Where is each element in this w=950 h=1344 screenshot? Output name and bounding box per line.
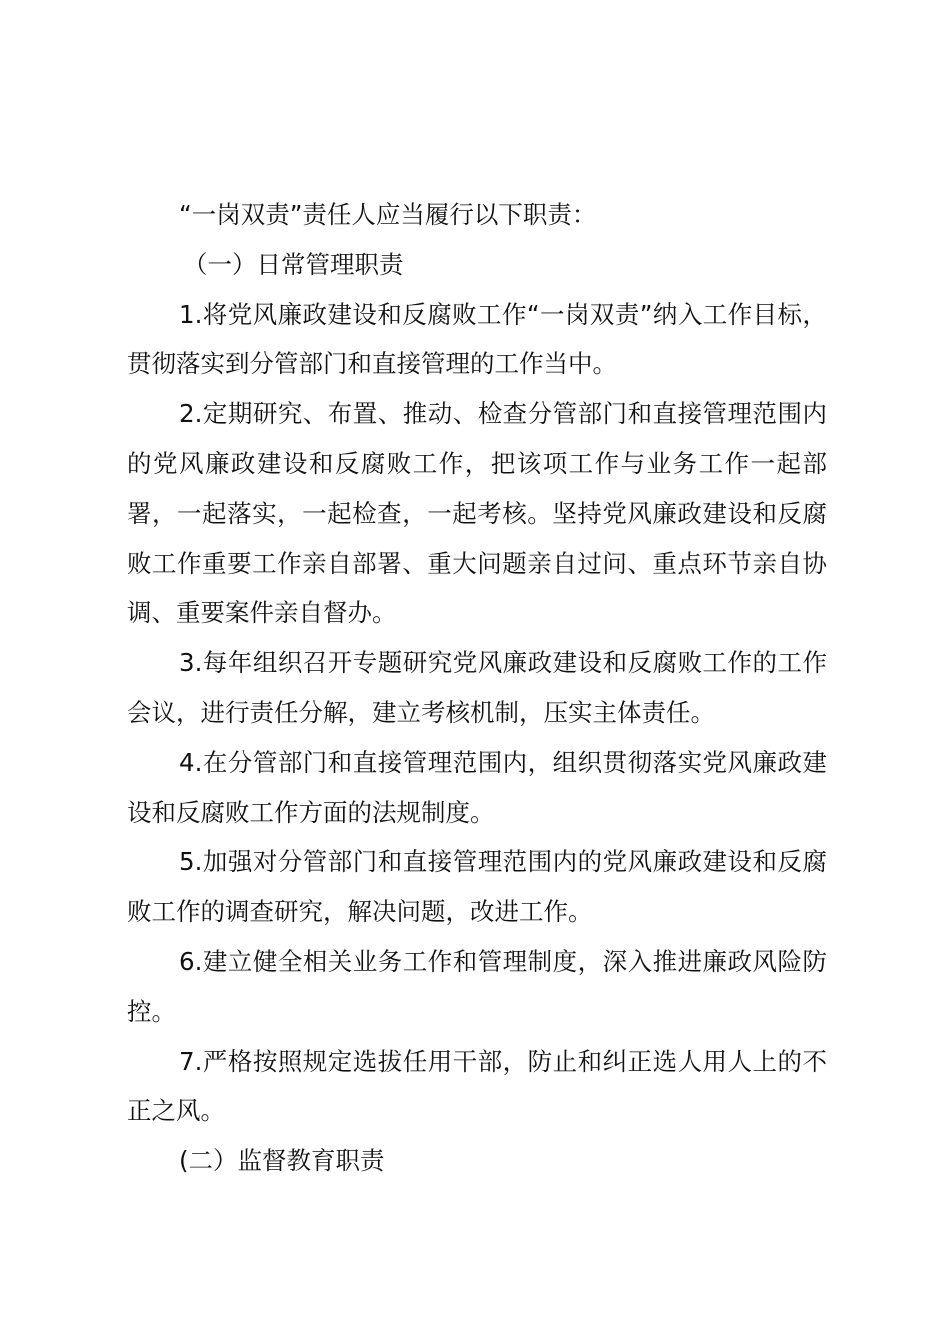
intro-paragraph: “一岗双责”责任人应当履行以下职责： bbox=[179, 200, 597, 229]
list-item: 5.加强对分管部门和直接管理范围内的党风廉政建设和反腐败工作的调查研究，解决问题，改进工作。 bbox=[127, 847, 827, 927]
list-item: 1.将党风廉政建设和反腐败工作“一岗双责”纳入工作目标，贯彻落实到分管部门和直接管理的工作当中。 bbox=[127, 299, 827, 379]
list-item: 2.定期研究、布置、推动、检查分管部门和直接管理范围内的党风廉政建设和反腐败工作，把该项工作与业务工作一起部署，一起落实，一起检查，一起考核。坚持党风廉政建设和反腐败工作重要工作亲自部署、重大问题亲自过问、重点环节亲自协调、重要案件亲自督办。 bbox=[127, 399, 827, 628]
list-item: 6.建立健全相关业务工作和管理制度，深入推进廉政风险防控。 bbox=[127, 946, 827, 1026]
section-heading-supervision-education: (二）监督教育职责 bbox=[179, 1146, 385, 1176]
list-item: 3.每年组织召开专题研究党风廉政建设和反腐败工作的工作会议，进行责任分解，建立考核机制，压实主体责任。 bbox=[127, 648, 827, 727]
list-item: 7.严格按照规定选拔任用干部，防止和纠正选人用人上的不正之风。 bbox=[127, 1046, 827, 1126]
document-body bbox=[127, 190, 827, 1186]
list-item: 4.在分管部门和直接管理范围内，组织贯彻落实党风廉政建设和反腐败工作方面的法规制度。 bbox=[127, 747, 827, 827]
section-heading-daily-management: （一）日常管理职责 bbox=[183, 249, 404, 279]
